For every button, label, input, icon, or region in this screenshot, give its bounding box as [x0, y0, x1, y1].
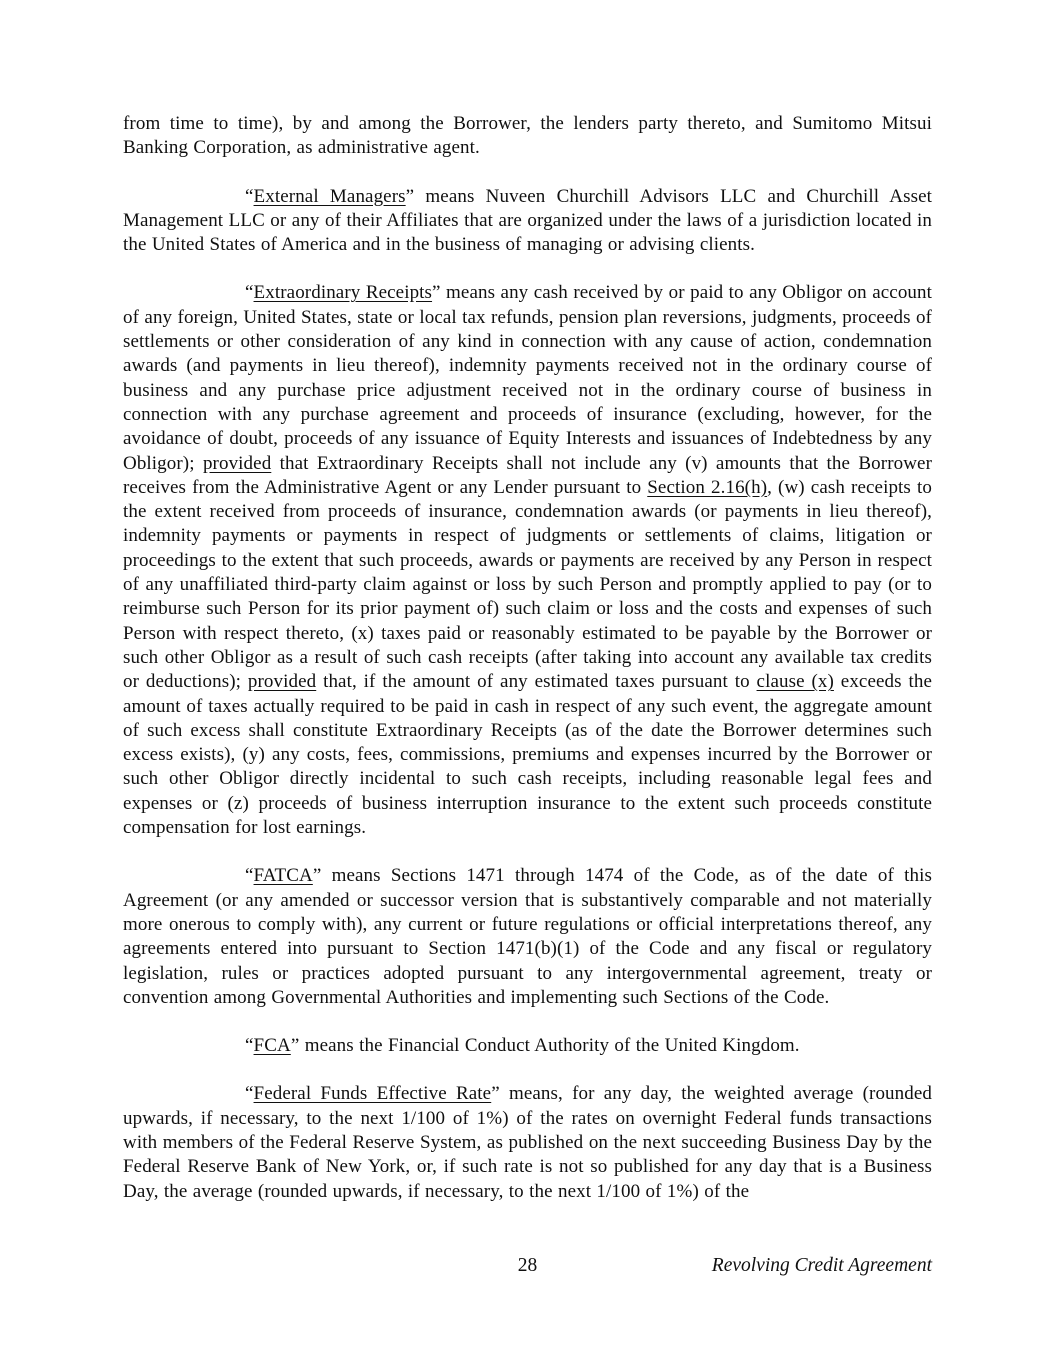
text-run: ” means the Financial Conduct Authority of the United Kingdom.: [290, 1035, 800, 1057]
paragraph: [123, 185, 932, 258]
text-run: ” means Nuveen Churchill Advisors LLC and Churchill Asset Management LLC or any of their Affiliates that are organized under the laws of a jurisdiction located in the United States of America and in the business of managing or advising clients.: [123, 185, 932, 256]
footer-document-title: Revolving Credit Agreement: [711, 1255, 932, 1276]
defined-term: provided: [202, 452, 272, 474]
text-run: that Extraordinary Receipts shall not include any (v) amounts that the Borrower receives from the Administrative Agent or any Lender pursuant to: [123, 452, 933, 498]
text-run: ” means any cash received by or paid to any Obligor on account of any foreign, United States, state or local tax refunds, pension plan reversions, judgments, proceeds of settlements or other consideration of any kind in connection with any cause of action, condemnation awards (and payments in lieu thereof), indemnity payments received not in the ordinary course of business and any purchase price adjustment received not in the ordinary course of business in connection with any purchase agreement and proceeds of insurance (excluding, however, for the avoidance of doubt, proceeds of any issuance of Equity Interests and issuances of Indebtedness by any Obligor);: [123, 282, 932, 474]
text-run: “: [245, 185, 254, 207]
text-run: ” means, for any day, the weighted average (rounded upwards, if necessary, to the next 1/100 of 1%) of the rates on overnight Federal funds transactions with members of the Federal Reserve System, as published on the next succeeding Business Day by the Federal Reserve Bank of New York, or, if such rate is not so published for any day that is a Business Day, the average (rounded upwards, if necessary, to the next 1/100 of 1%) of the: [123, 1083, 932, 1202]
defined-term: External Managers: [253, 185, 406, 207]
text-run: “: [245, 1083, 254, 1105]
paragraph: [123, 1082, 932, 1203]
text-run: from time to time), by and among the Borrower, the lenders party thereto, and Sumitomo Mitsui Banking Corporation, as administrative agent.: [123, 113, 932, 159]
text-run: ” means Sections 1471 through 1474 of the Code, as of the date of this Agreement (or any amended or successor version that is substantively comparable and not materially more onerous to comply with), any current or future regulations or official interpretations thereof, any agreements entered into pursuant to Section 1471(b)(1) of the Code and any fiscal or regulatory legislation, rules or practices adopted pursuant to any intergovernmental agreement, treaty or convention among Governmental Authorities and implementing such Sections of the Code.: [123, 865, 932, 1008]
paragraph: [123, 1034, 932, 1058]
defined-term: Section 2.16(h): [647, 476, 768, 498]
defined-term: FCA: [253, 1035, 291, 1057]
paragraph: [123, 281, 932, 840]
defined-term: FATCA: [253, 865, 313, 887]
text-run: , (w) cash receipts to the extent received from proceeds of insurance, condemnation awards (or payments in lieu thereof), indemnity payments or payments in respect of judgments or settlements of claims, litigation or proceedings to the extent that such proceeds, awards or payments are received by any Person in respect of any unaffiliated third-party claim against or loss by such Person and promptly applied to pay (or to reimburse such Person for its prior payment of) such claim or loss and the costs and expenses of such Person with respect thereto, (x) taxes paid or reasonably estimated to be payable by the Borrower or such other Obligor as a result of such cash receipts (after taking into account any available tax credits or deductions);: [123, 476, 932, 693]
page-number: 28: [517, 1255, 538, 1276]
defined-term: provided: [247, 671, 317, 693]
text-run: “: [245, 865, 254, 887]
paragraph: [123, 864, 932, 1010]
document-body: [123, 112, 932, 1228]
text-run: exceeds the amount of taxes actually required to be paid in cash in respect of any such event, the aggregate amount of such excess shall constitute Extraordinary Receipts (as of the date the Borrower determines such excess exists), (y) any costs, fees, commissions, premiums and expenses incurred by the Borrower or such other Obligor directly incidental to such cash receipts, including reasonable legal fees and expenses or (z) proceeds of business interruption insurance to the extent such proceeds constitute compensation for lost earnings.: [123, 671, 932, 839]
defined-term: Federal Funds Effective Rate: [253, 1083, 492, 1105]
defined-term: Extraordinary Receipts: [253, 282, 433, 304]
text-run: “: [245, 282, 254, 304]
page-footer: [123, 1254, 932, 1280]
paragraph: [123, 112, 932, 161]
defined-term: clause (x): [756, 671, 834, 693]
text-run: that, if the amount of any estimated taxes pursuant to: [316, 671, 757, 693]
text-run: “: [245, 1035, 254, 1057]
